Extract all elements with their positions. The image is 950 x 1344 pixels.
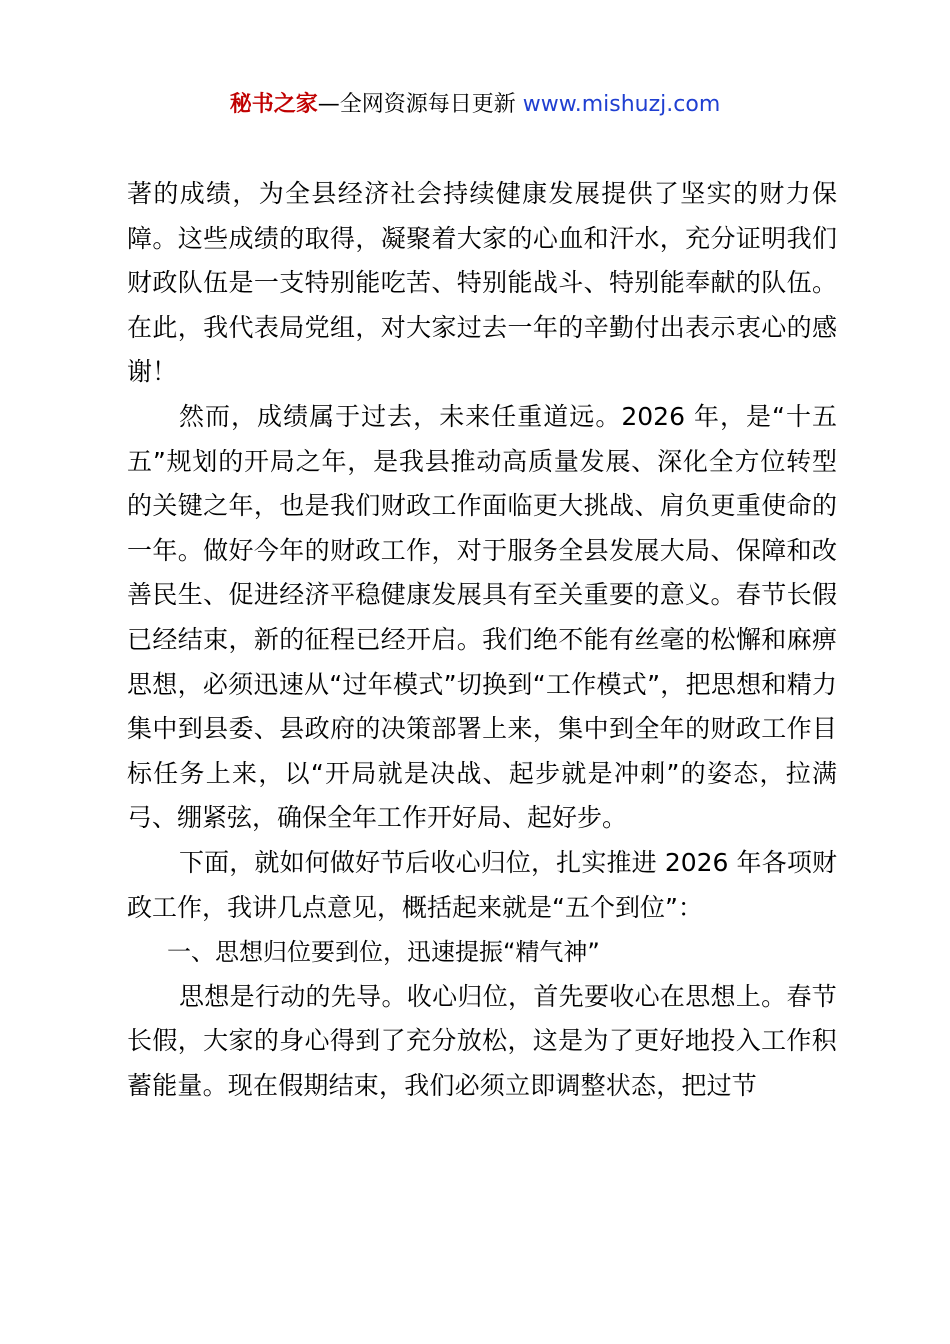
paragraph-continued: 著的成绩，为全县经济社会持续健康发展提供了坚实的财力保障。这些成绩的取得，凝聚着大家的心血和汗水，充分证明我们财政队伍是一支特别能吃苦、特别能战斗、特别能奉献的队伍。在此，我代表局党组，对大家过去一年的辛勤付出表示衷心的感谢！: [127, 179, 837, 387]
paragraph: 思想是行动的先导。收心归位，首先要收心在思想上。春节长假，大家的身心得到了充分放松，这是为了更好地投入工作积蓄能量。现在假期结束，我们必须立即调整状态，把过节: [127, 981, 837, 1100]
document-body: [127, 172, 837, 1108]
site-header: [0, 90, 950, 120]
paragraph: 然而，成绩属于过去，未来任重道远。2026 年，是“十五五”规划的开局之年，是我县推动高质量发展、深化全方位转型的关键之年，也是我们财政工作面临更大挑战、肩负更重使命的一年。做好今年的财政工作，对于服务全县发展大局、保障和改善民生、促进经济平稳健康发展具有至关重要的意义。春节长假已经结束，新的征程已经开启。我们绝不能有丝毫的松懈和麻痹思想，必须迅速从“过年模式”切换到“工作模式”，把思想和精力集中到县委、县政府的决策部署上来，集中到全年的财政工作目标任务上来，以“开局就是决战、起步就是冲刺”的姿态，拉满弓、绷紧弦，确保全年工作开好局、起好步。: [127, 401, 837, 833]
site-url-link[interactable]: www.mishuzj.com: [522, 92, 721, 117]
brand-name: 秘书之家: [229, 92, 318, 117]
paragraph: 下面，就如何做好节后收心归位，扎实推进 2026 年各项财政工作，我讲几点意见，概括起来就是“五个到位”：: [127, 847, 837, 922]
header-tagline: —全网资源每日更新: [317, 92, 516, 117]
section-heading: 一、思想归位要到位，迅速提振“精气神”: [167, 938, 600, 967]
